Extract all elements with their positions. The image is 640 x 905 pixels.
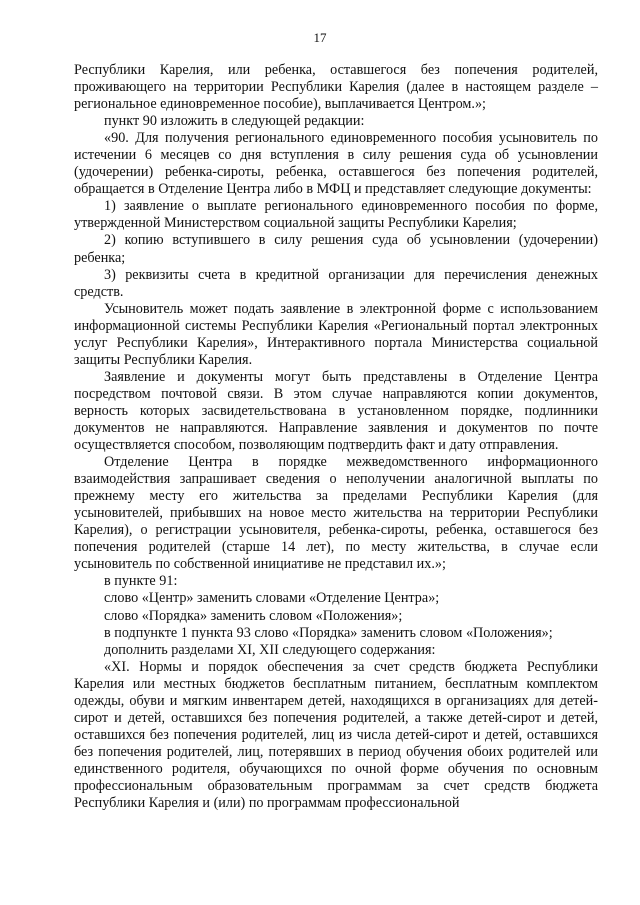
document-body [74, 62, 598, 812]
paragraph: в подпункте 1 пункта 93 слово «Порядка» заменить словом «Положения»; [104, 624, 553, 641]
paragraph: Республики Карелия, или ребенка, оставшегося без попечения родителей, проживающего на территории Республики Карелия (далее в настоящем разделе – региональное единовременное пособие), выплачивается Центром.»; [74, 62, 598, 113]
paragraph: Отделение Центра в порядке межведомственного информационного взаимодействия запрашивает сведения о неполучении аналогичной выплаты по прежнему месту его жительства за пределами Республики Карелия (для усыновителей, прибывших на новое место жительства на территории Республики Карелия), о регистрации усыновителя, ребенка-сироты, ребенка, оставшегося без попечения родителей (старше 14 лет), по месту жительства, в случае если усыновитель по собственной инициативе не представил их.»; [74, 454, 598, 573]
paragraph: в пункте 91: [104, 573, 178, 590]
paragraph: пункт 90 изложить в следующей редакции: [104, 113, 365, 130]
paragraph: 2) копию вступившего в силу решения суда об усыновлении (удочерении) ребенка; [74, 232, 598, 266]
paragraph: Заявление и документы могут быть представлены в Отделение Центра посредством почтовой связи. В этом случае направляются копии документов, верность которых засвидетельствована в установленном порядке, подлинники документов не направляются. Направление заявления и документов по почте осуществляется способом, позволяющим подтвердить факт и дату отправления. [74, 368, 598, 454]
paragraph: слово «Центр» заменить словами «Отделение Центра»; [104, 590, 440, 607]
paragraph: Усыновитель может подать заявление в электронной форме с использованием информационной системы Республики Карелия «Региональный портал электронных услуг Республики Карелия», Интерактивного портала Министерства социальной защиты Республики Карелия. [74, 300, 598, 368]
paragraph: 3) реквизиты счета в кредитной организации для перечисления денежных средств. [74, 266, 598, 300]
paragraph: «90. Для получения регионального единовременного пособия усыновитель по истечении 6 месяцев со дня вступления в силу решения суда об усыновлении (удочерении) ребенка-сироты, ребенка, оставшегося без попечения родителей, обращается в Отделение Центра либо в МФЦ и представляет следующие документы: [74, 130, 598, 198]
paragraph: слово «Порядка» заменить словом «Положения»; [104, 607, 403, 624]
paragraph: дополнить разделами XI, XII следующего содержания: [104, 641, 436, 658]
paragraph: 1) заявление о выплате регионального единовременного пособия по форме, утвержденной Министерством социальной защиты Республики Карелия; [74, 198, 598, 232]
page-number: 17 [313, 30, 327, 45]
paragraph: «XI. Нормы и порядок обеспечения за счет средств бюджета Республики Карелия или местных бюджетов бесплатным питанием, бесплатным комплектом одежды, обуви и мягким инвентарем детей, находящихся в организациях для детей-сирот и детей, оставшихся без попечения родителей, а также детей-сирот и детей, оставшихся без попечения родителей, лиц из числа детей-сирот и детей, оставшихся без попечения родителей, лиц, потерявших в период обучения обоих родителей или единственного родителя, обучающихся по очной форме обучения по основным профессиональным образовательным программам за счет средств бюджета Республики Карелия и (или) по программам профессиональной [74, 658, 598, 812]
